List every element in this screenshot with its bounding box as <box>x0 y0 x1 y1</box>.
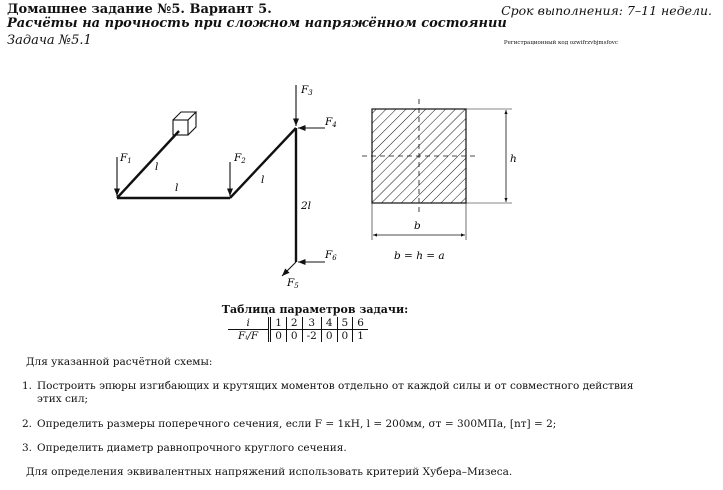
list-item-text: Определить диаметр равнопрочного круглого сечения. <box>37 442 347 454</box>
cross-section <box>362 99 512 240</box>
force-f5-label: F5 <box>287 277 299 290</box>
list-item-number: 1. <box>22 380 33 392</box>
list-item <box>22 380 642 406</box>
intro-text: Для указанной расчётной схемы: <box>26 356 213 368</box>
fixed-support <box>173 112 196 135</box>
row-header-i: i <box>228 317 270 330</box>
table-row <box>228 330 368 343</box>
table-cell: 2 <box>286 317 302 330</box>
topic-title: Расчёты на прочность при сложном напряжённом состоянии <box>7 16 507 31</box>
force-f6-label: F6 <box>325 249 337 262</box>
table-caption: Таблица параметров задачи: <box>221 303 409 316</box>
deadline-text: Срок выполнения: 7–11 недели. <box>501 3 712 18</box>
table-cell: 5 <box>337 317 353 330</box>
table-cell: 6 <box>353 317 368 330</box>
footer-text: Для определения эквивалентных напряжений использовать критерий Хубера–Мизеса. <box>26 466 513 478</box>
list-item-text: Определить размеры поперечного сечения, если F = 1кН, l = 200мм, σт = 300МПа, [nт] = 2; <box>37 418 557 430</box>
list-item-text: Построить эпюры изгибающих и крутящих моментов отдельно от каждой силы и от совместного действия этих сил; <box>37 380 634 405</box>
table-cell: -2 <box>302 330 321 343</box>
force-f5-arrow <box>282 262 296 276</box>
section-width-label: b <box>414 220 421 232</box>
list-item <box>22 418 642 431</box>
force-f2-label: F2 <box>234 152 246 165</box>
list-item <box>22 442 642 455</box>
registration-code: Регистрационный код ozwifrzvbjmsfovc <box>503 40 618 46</box>
force-f1-label: F1 <box>120 152 132 165</box>
table-cell: 0 <box>270 330 287 343</box>
frame <box>117 128 296 262</box>
length-label-horizontal: l <box>175 182 179 194</box>
homework-title: Домашнее задание №5. Вариант 5. <box>7 2 272 17</box>
table-cell: 4 <box>321 317 337 330</box>
table-cell: 3 <box>302 317 321 330</box>
length-label-diagonal-1: l <box>155 161 159 173</box>
parameters-table <box>228 317 368 342</box>
table-cell: 0 <box>286 330 302 343</box>
section-relation: b = h = a <box>394 250 445 262</box>
force-f3-label: F3 <box>301 84 313 97</box>
task-number: Задача №5.1 <box>7 33 92 48</box>
row-header-ratio: Fᵢ/F <box>228 330 270 343</box>
table-cell: 1 <box>270 317 287 330</box>
table-cell: 0 <box>321 330 337 343</box>
list-item-number: 2. <box>22 418 33 430</box>
force-f4-label: F4 <box>325 116 337 129</box>
length-label-vertical: 2l <box>301 200 312 212</box>
length-label-diagonal-2: l <box>261 174 265 186</box>
list-item-number: 3. <box>22 442 33 454</box>
table-cell: 0 <box>337 330 353 343</box>
table-row <box>228 317 368 330</box>
section-height-label: h <box>510 153 517 165</box>
table-cell: 1 <box>353 330 368 343</box>
